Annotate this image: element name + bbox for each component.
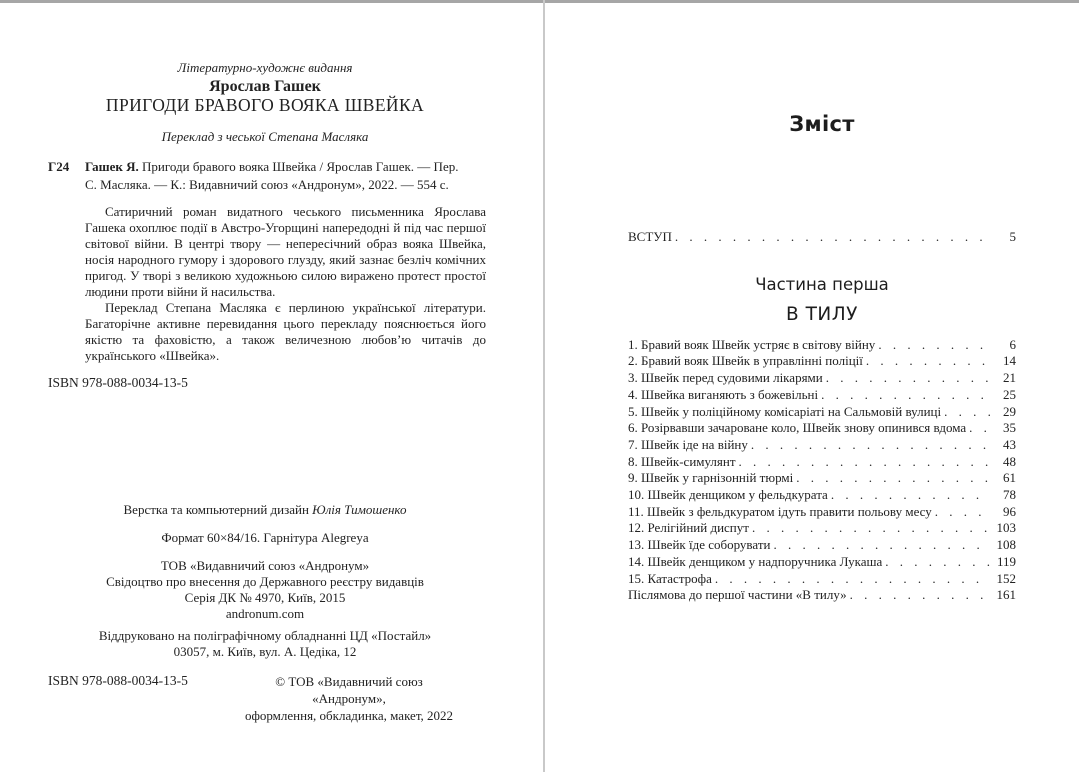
layout-credit-name: Юлія Тимошенко: [312, 502, 407, 517]
toc-entry: [628, 504, 1016, 521]
toc-entry: [628, 353, 1016, 370]
toc-entry: [628, 337, 1016, 354]
print-line: Віддруковано на поліграфічному обладнанні ЦД «Постайл»: [98, 628, 432, 643]
publisher-website: andronum.com: [225, 606, 305, 621]
print-line: 03057, м. Київ, вул. А. Цедіка, 12: [173, 644, 357, 659]
toc-entry-page: 48: [1003, 453, 1016, 469]
toc-entry: [628, 520, 1016, 537]
toc-entry-page: 29: [1003, 403, 1016, 419]
catalog-code: Г24: [48, 159, 70, 174]
annotation-paragraph-1: Сатиричний роман видатного чеського письменника Ярослава Гашека охоплює події в Австро-Угорщині напередодні й під час першої світової війни. В центрі твору — непересічний образ вояка Швейка, носія народного гумору і здорового глузду, який зазнає безліч комічних пригод. У творі з великою художньою силою виражено протест простої людини проти війни й насильства.: [85, 204, 486, 299]
format-line: Формат 60×84/16. Гарнітура Alegreya: [161, 530, 369, 545]
toc-entry-page: 78: [1003, 487, 1016, 503]
isbn-number-bottom: ISBN 978-088-0034-13-5: [48, 673, 188, 688]
toc-entry-title: 2. Бравий вояк Швейк в управлінні поліції: [628, 353, 863, 369]
toc-entry-title: 1. Бравий вояк Швейк устряє в світову війну: [628, 336, 876, 352]
toc-entry-title: 10. Швейк денщиком у фельдкурата: [628, 487, 828, 503]
toc-heading: Зміст: [789, 112, 855, 136]
toc-entry: [628, 470, 1016, 487]
publisher-line: Свідоцтво про внесення до Державного реєстру видавців: [106, 574, 424, 589]
toc-entry: [628, 387, 1016, 404]
part-title: В ТИЛУ: [786, 303, 858, 325]
catalog-entry-author: Гашек Я.: [85, 159, 139, 174]
dot-leader: [878, 337, 991, 354]
toc-entry-page: 103: [996, 520, 1016, 536]
toc-entry: [628, 437, 1016, 454]
toc-page: [628, 0, 1016, 772]
catalog-entry: [48, 158, 460, 193]
dot-leader: [866, 353, 991, 370]
toc-entry-title: 6. Розірвавши зачароване коло, Швейк знову опинився вдома: [628, 420, 967, 436]
toc-entry: [628, 554, 1016, 571]
toc-entry-intro: [628, 229, 1016, 246]
toc-entry-page: 21: [1003, 370, 1016, 386]
toc-entry-title: 4. Швейка виганяють з божевільні: [628, 386, 819, 402]
toc-entry-page: 6: [1009, 336, 1016, 352]
layout-credit-prefix: Верстка та компьютерний дизайн: [123, 502, 313, 517]
dot-leader: [773, 537, 991, 554]
layout-credit: [0, 502, 530, 518]
catalog-entry-text: [85, 158, 459, 193]
toc-entry-title: Післямова до першої частини «В тилу»: [628, 587, 847, 603]
toc-entry: [628, 370, 1016, 387]
copyright-line: оформлення, обкладинка, макет, 2022: [244, 708, 454, 723]
toc-entry-page: 96: [1003, 503, 1016, 519]
catalog-entry-rest: Пригоди бравого вояка Швейка / Ярослав Гашек. — Пер. С. Масляка. — К.: Видавничий союз «Андронум», 2022. — 554 с.: [85, 159, 459, 192]
copyright-line: © ТОВ «Видавничий союз «Андронум»,: [275, 674, 423, 706]
toc-entry-page: 25: [1003, 386, 1016, 402]
author-name: Ярослав Гашек: [209, 78, 321, 95]
copyright-notice: [240, 673, 458, 724]
dot-leader: [935, 504, 991, 521]
edition-note: Літературно-художнє видання: [177, 60, 353, 75]
publisher-line: Серія ДК № 4970, Київ, 2015: [184, 590, 346, 605]
toc-entry-page: 35: [1003, 420, 1016, 436]
dot-leader: [969, 420, 991, 437]
dot-leader: [675, 229, 991, 246]
dot-leader: [826, 370, 991, 387]
toc-entry: [628, 454, 1016, 471]
annotation-paragraph-2: Переклад Степана Масляка є перлиною української літератури. Багаторічне активне перевидання цього перекладу пояснюється його якістю та фаховістю, а також величезною любов’ю читачів до українського «Швейка».: [85, 300, 486, 363]
annotation: [85, 204, 486, 364]
dot-leader: [821, 387, 991, 404]
toc-entry-title: 7. Швейк іде на війну: [628, 436, 748, 452]
toc-entry-title: 3. Швейк перед судовими лікарями: [628, 370, 823, 386]
dot-leader: [715, 571, 991, 588]
toc-entry-page: 161: [996, 587, 1016, 603]
print-block: [0, 628, 530, 660]
toc-entry-page: 108: [996, 537, 1016, 553]
toc-entry-title: 14. Швейк денщиком у надпоручника Лукаша: [628, 553, 883, 569]
toc-entry: [628, 420, 1016, 437]
isbn-number: ISBN 978-088-0034-13-5: [48, 375, 188, 390]
toc-entry: [628, 404, 1016, 421]
toc-entry: [628, 537, 1016, 554]
toc-entry-page: 43: [1003, 436, 1016, 452]
dot-leader: [752, 520, 991, 537]
toc-list: [628, 337, 1016, 604]
toc-entry-title: 15. Катастрофа: [628, 570, 712, 586]
dot-leader: [751, 437, 991, 454]
dot-leader: [739, 454, 991, 471]
dot-leader: [796, 470, 991, 487]
toc-entry-title: 11. Швейк з фельдкуратом ідуть правити польову месу: [628, 503, 932, 519]
toc-entry-title: 5. Швейк у поліційному комісаріаті на Сальмовій вулиці: [628, 403, 942, 419]
page-gutter-divider: [543, 0, 545, 772]
toc-entry: [628, 571, 1016, 588]
toc-entry-page: 5: [1009, 229, 1016, 244]
dot-leader: [831, 487, 991, 504]
dot-leader: [944, 404, 991, 421]
publisher-line: ТОВ «Видавничий союз «Андронум»: [160, 558, 370, 573]
dot-leader: [850, 587, 991, 604]
toc-entry: [628, 487, 1016, 504]
toc-entry-title: 13. Швейк їде соборувати: [628, 537, 771, 553]
part-label: Частина перша: [755, 274, 889, 294]
translation-note: Переклад з чеської Степана Масляка: [161, 129, 369, 144]
toc-entry-title: 12. Релігійний диспут: [628, 520, 749, 536]
toc-entry-page: 14: [1003, 353, 1016, 369]
toc-entry-page: 61: [1003, 470, 1016, 486]
toc-entry: [628, 587, 1016, 604]
toc-entry-page: 152: [996, 570, 1016, 586]
dot-leader: [885, 554, 991, 571]
toc-entry-title: 8. Швейк-симулянт: [628, 453, 736, 469]
book-title: ПРИГОДИ БРАВОГО ВОЯКА ШВЕЙКА: [105, 95, 425, 115]
toc-entry-page: 119: [996, 553, 1016, 569]
toc-entry-title: 9. Швейк у гарнізонній тюрмі: [628, 470, 794, 486]
publisher-block: [0, 558, 530, 622]
toc-entry-title: ВСТУП: [628, 229, 672, 244]
